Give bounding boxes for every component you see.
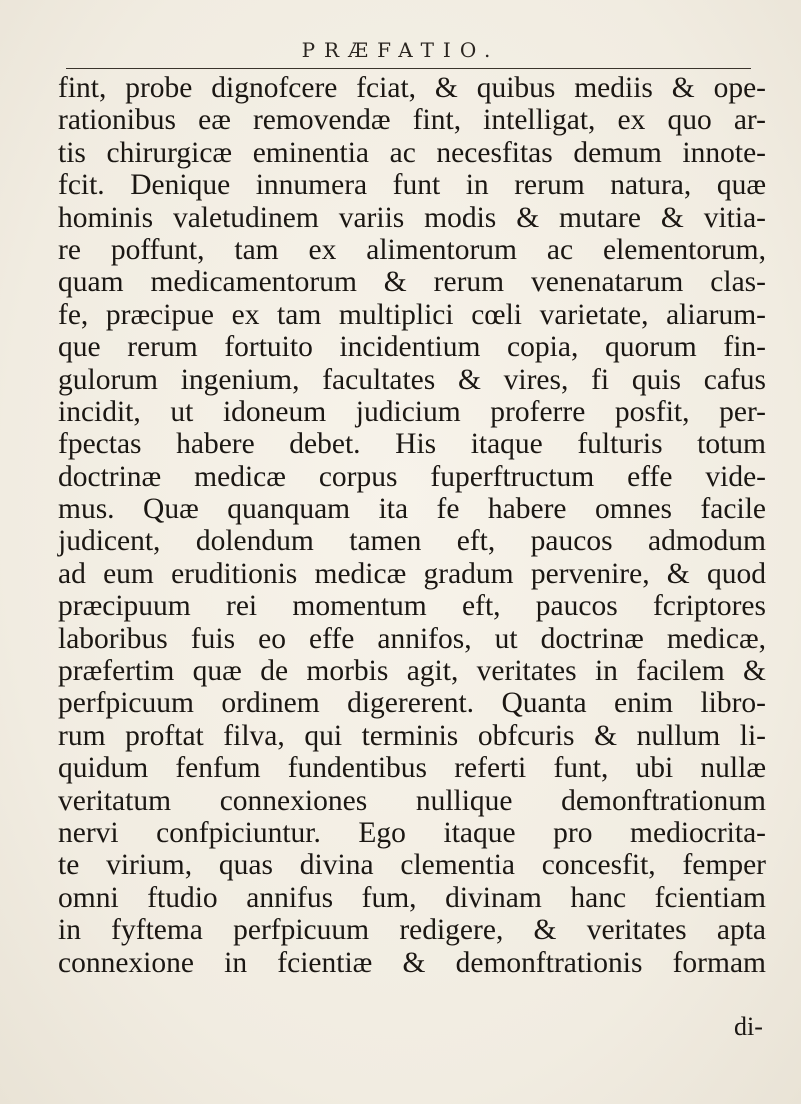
header-rule [66,68,751,69]
text-line: hominis valetudinem variis modis & mutare & vitia- [58,201,766,234]
text-line: perfpicuum ordinem digererent. Quanta enim libro- [58,687,766,720]
text-line: quam medicamentorum & rerum venenatarum clas- [58,266,766,299]
text-line: nervi confpiciuntur. Ego itaque pro mediocrita- [58,816,766,849]
text-line: gulorum ingenium, facultates & vires, fi quis cafus [58,363,766,396]
catchword: di- [734,1012,763,1041]
text-line: in fyftema perfpicuum redigere, & veritates apta [58,914,766,947]
text-line: præcipuum rei momentum eft, paucos fcriptores [58,590,766,623]
text-line: omni ftudio annifus fum, divinam hanc fcientiam [58,881,766,914]
text-line: quidum fenfum fundentibus referti funt, ubi nullæ [58,752,766,785]
text-line: laboribus fuis eo effe annifos, ut doctrinæ medicæ, [58,622,766,655]
text-line: ad eum eruditionis medicæ gradum pervenire, & quod [58,557,766,590]
text-line: rum proftat filva, qui terminis obfcuris & nullum li- [58,719,766,752]
body-text [58,72,766,979]
text-line: incidit, ut idoneum judicium proferre posfit, per- [58,395,766,428]
text-line: fpectas habere debet. His itaque fulturis totum [58,428,766,461]
text-line: re poffunt, tam ex alimentorum ac elementorum, [58,233,766,266]
text-line: judicent, dolendum tamen eft, paucos admodum [58,525,766,558]
text-line: connexione in fcientiæ & demonftrationis formam [58,946,766,979]
text-line: veritatum connexiones nullique demonftrationum [58,784,766,817]
text-line: fcit. Denique innumera funt in rerum natura, quæ [58,169,766,202]
text-line: fe, præcipue ex tam multiplici cœli varietate, aliarum- [58,298,766,331]
text-line: præfertim quæ de morbis agit, veritates in facilem & [58,655,766,688]
running-head: PRÆFATIO. [301,38,500,62]
text-line: rationibus eæ removendæ fint, intelligat, ex quo ar- [58,104,766,137]
text-line: fint, probe dignofcere fciat, & quibus mediis & ope- [58,72,766,104]
text-line: doctrinæ medicæ corpus fuperftructum effe vide- [58,460,766,493]
text-line: te virium, quas divina clementia concesfit, femper [58,849,766,882]
text-line: mus. Quæ quanquam ita fe habere omnes facile [58,493,766,526]
text-line: que rerum fortuito incidentium copia, quorum fin- [58,331,766,364]
text-line: tis chirurgicæ eminentia ac necesfitas demum innote- [58,136,766,169]
